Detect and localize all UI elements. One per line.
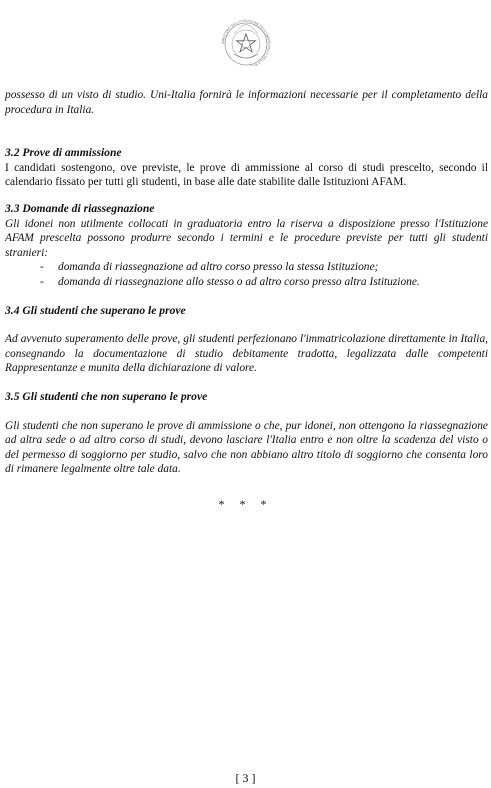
section-3-2-heading: 3.2 Prove di ammissione <box>5 146 122 160</box>
section-3-3-text: Gli idonei non utilmente collocati in graduatoria entro la riserva a disposizione presso l'Istituzione AFAM prescelta possono produrre secondo i termini e le procedure previste per tutti gli studenti stranieri: <box>5 217 488 259</box>
intro-paragraph: possesso di un visto di studio. Uni-Italia fornirà le informazioni necessarie per il completamento della procedura in Italia. <box>5 89 488 116</box>
list-item: - domanda di riassegnazione allo stesso o ad altro corso presso altra Istituzione. <box>40 275 420 288</box>
reassignment-list <box>5 260 488 289</box>
section-3-4-text: Ad avvenuto superamento delle prove, gli studenti perfezionano l'immatricolazione direttamente in Italia, consegnando la documentazione di studio debitamente tradotta, legalizzata dalle competenti Rappresentanze e munita della dichiarazione di valore. <box>5 333 488 375</box>
section-3-2-text: I candidati sostengono, ove previste, le prove di ammissione al corso di studi prescelto, secondo il calendario fissato per tutti gli studenti, in base alle date stabilite dalle Istituzioni AFAM. <box>5 161 488 189</box>
section-3-3-heading: 3.3 Domande di riassegnazione <box>5 201 155 215</box>
section-separator: * * * <box>218 497 273 511</box>
list-bullet: - <box>40 261 44 274</box>
list-item: - domanda di riassegnazione ad altro corso presso la stessa Istituzione; <box>40 261 379 274</box>
svg-text:MINISTERO DELL'ISTRUZIONE DELL <box>221 19 271 66</box>
section-3-4-heading: 3.4 Gli studenti che superano le prove <box>5 303 186 317</box>
section-3-5-text: Gli studenti che non superano le prove di ammissione o che, pur idonei, non ottengono la riassegnazione ad altra sede o ad altro corso di studi, devono lasciare l'Italia entro e non oltre la scadenza del visto o del permesso di soggiorno per studio, salvo che non abbiano altro titolo di soggiorno che consenta loro di rimanere legalmente oltre tale data. <box>5 419 488 476</box>
italian-republic-emblem-icon <box>220 4 272 66</box>
list-bullet: - <box>40 275 44 288</box>
document-body <box>5 88 488 477</box>
emblem-ring-text: MINISTERO DELL'ISTRUZIONE DELL'UNIVERSITÀ E DELLA RIC <box>220 18 272 66</box>
page-number: [ 3 ] <box>235 771 256 785</box>
section-3-5-heading: 3.5 Gli studenti che non superano le prove <box>5 389 208 403</box>
